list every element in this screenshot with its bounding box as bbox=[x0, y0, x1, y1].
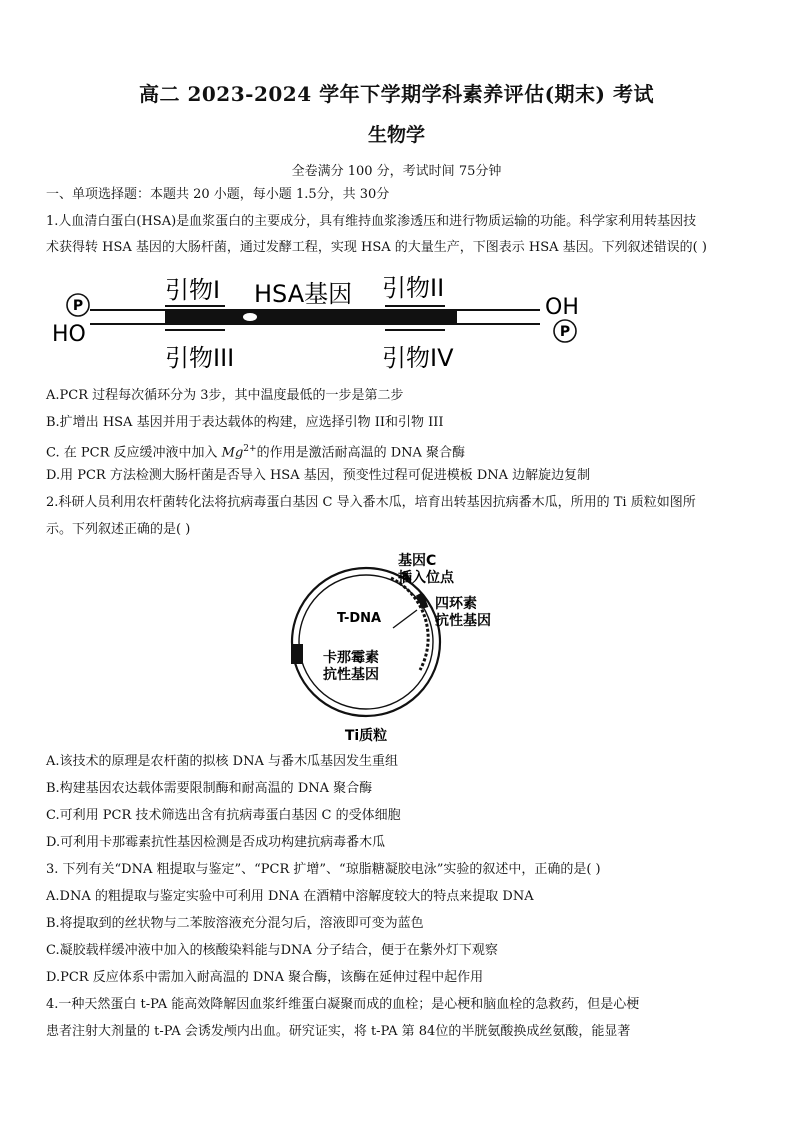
tdna-pointer-line bbox=[393, 610, 417, 628]
primer-1-label: 引物I bbox=[165, 276, 221, 304]
kanamycin-label-line2: 抗性基因 bbox=[323, 667, 379, 683]
q1-stem-line2: 术获得转 HSA 基因的大肠杆菌，通过发酵工程，实现 HSA 的大量生产，下图表示 HSA 基因。下列叙述错误的( ) bbox=[46, 240, 707, 255]
primer-3-label: 引物III bbox=[165, 344, 235, 372]
q3-option-a: A.DNA 的粗提取与鉴定实验中可利用 DNA 在酒精中溶解度较大的特点来提取 DNA bbox=[46, 889, 534, 904]
primer-4-label: 引物IV bbox=[382, 344, 454, 372]
phosphate-left-label: P bbox=[72, 298, 84, 314]
q2-option-c: C.可利用 PCR 技术筛选出含有抗病毒蛋白基因 C 的受体细胞 bbox=[46, 808, 401, 823]
q2-stem-line1: 2.科研人员利用农杆菌转化法将抗病毒蛋白基因 C 导入番木瓜，培育出转基因抗病番木瓜，所用的 Ti 质粒如图所 bbox=[46, 495, 696, 510]
insertion-site-label-line2: 插入位点 bbox=[398, 570, 454, 586]
insertion-site-label-line1: 基因C bbox=[398, 553, 437, 569]
kanamycin-label-line1: 卡那霉素 bbox=[323, 650, 379, 666]
q2-option-d: D.可利用卡那霉素抗性基因检测是否成功构建抗病毒番木瓜 bbox=[46, 835, 386, 850]
q2-option-a: A.该技术的原理是农杆菌的拟核 DNA 与番木瓜基因发生重组 bbox=[46, 754, 398, 769]
plasmid-outer-ring bbox=[292, 568, 440, 716]
q1-option-a: A.PCR 过程每次循环分为 3步，其中温度最低的一步是第二步 bbox=[46, 388, 404, 403]
q1-stem-line1: 1.人血清白蛋白(HSA)是血浆蛋白的主要成分，具有维持血浆渗透压和进行物质运输的功能。科学家利用转基因技 bbox=[46, 214, 697, 229]
q3-option-b: B.将提取到的丝状物与二苯胺溶液充分混匀后，溶液即可变为蓝色 bbox=[46, 916, 424, 931]
section-heading: 一、单项选择题：本题共 20 小题，每小题 1.5分，共 30分 bbox=[46, 187, 390, 202]
q3-option-d: D.PCR 反应体系中需加入耐高温的 DNA 聚合酶，该酶在延伸过程中起作用 bbox=[46, 970, 484, 985]
q2-option-b: B.构建基因农达载体需要限制酶和耐高温的 DNA 聚合酶 bbox=[46, 781, 373, 796]
tetracycline-label-line1: 四环素 bbox=[435, 596, 477, 612]
phosphate-right-label: P bbox=[559, 324, 571, 340]
q4-stem-line1: 4.一种天然蛋白 t-PA 能高效降解因血浆纤维蛋白凝聚而成的血栓；是心梗和脑血栓的急救药，但是心梗 bbox=[46, 997, 640, 1012]
primer-2-label: 引物II bbox=[382, 274, 445, 302]
ti-plasmid-figure bbox=[285, 550, 525, 748]
exam-title: 高二 2023-2024 学年下学期学科素养评估(期末) 考试 bbox=[139, 82, 654, 106]
hsa-gene-label: HSA基因 bbox=[254, 280, 353, 308]
subject-title: 生物学 bbox=[367, 124, 425, 146]
q1-option-c-mg: Mg bbox=[221, 445, 244, 461]
tdna-label: T-DNA bbox=[337, 611, 382, 626]
hsa-gene-figure bbox=[50, 268, 610, 378]
q2-stem-line2: 示。下列叙述正确的是( ) bbox=[46, 522, 191, 537]
ho-label: HO bbox=[52, 322, 86, 347]
oh-label: OH bbox=[545, 295, 579, 320]
q1-option-c-pre: C. 在 PCR 反应缓冲液中加入 bbox=[46, 445, 222, 461]
q1-option-c bbox=[46, 440, 756, 462]
exam-info: 全卷满分 100 分，考试时间 75分钟 bbox=[291, 164, 502, 179]
kanamycin-gene-block bbox=[291, 644, 303, 664]
q1-option-b: B.扩增出 HSA 基因并用于表达载体的构建，应选择引物 II和引物 III bbox=[46, 415, 444, 430]
tetracycline-label-line2: 抗性基因 bbox=[435, 613, 491, 629]
q1-option-c-post: 的作用是激活耐高温的 DNA 聚合酶 bbox=[256, 445, 466, 461]
q1-option-c-charge: 2+ bbox=[243, 444, 257, 454]
q4-stem-line2: 患者注射大剂量的 t-PA 会诱发颅内出血。研究证实，将 t-PA 第 84位的半胱氨酸换成丝氨酸，能显著 bbox=[46, 1024, 631, 1039]
q3-stem: 3. 下列有关“DNA 粗提取与鉴定”、“PCR 扩增”、“琼脂糖凝胶电泳”实验的叙述中，正确的是( ) bbox=[46, 862, 601, 877]
hsa-gene-block bbox=[165, 309, 457, 325]
q1-option-d: D.用 PCR 方法检测大肠杆菌是否导入 HSA 基因，预变性过程可促进模板 DNA 边解旋边复制 bbox=[46, 468, 591, 483]
gene-spot bbox=[243, 313, 257, 321]
q3-option-c: C.凝胶载样缓冲液中加入的核酸染料能与DNA 分子结合，便于在紫外灯下观察 bbox=[46, 943, 498, 958]
ti-plasmid-caption: Ti质粒 bbox=[344, 728, 388, 744]
